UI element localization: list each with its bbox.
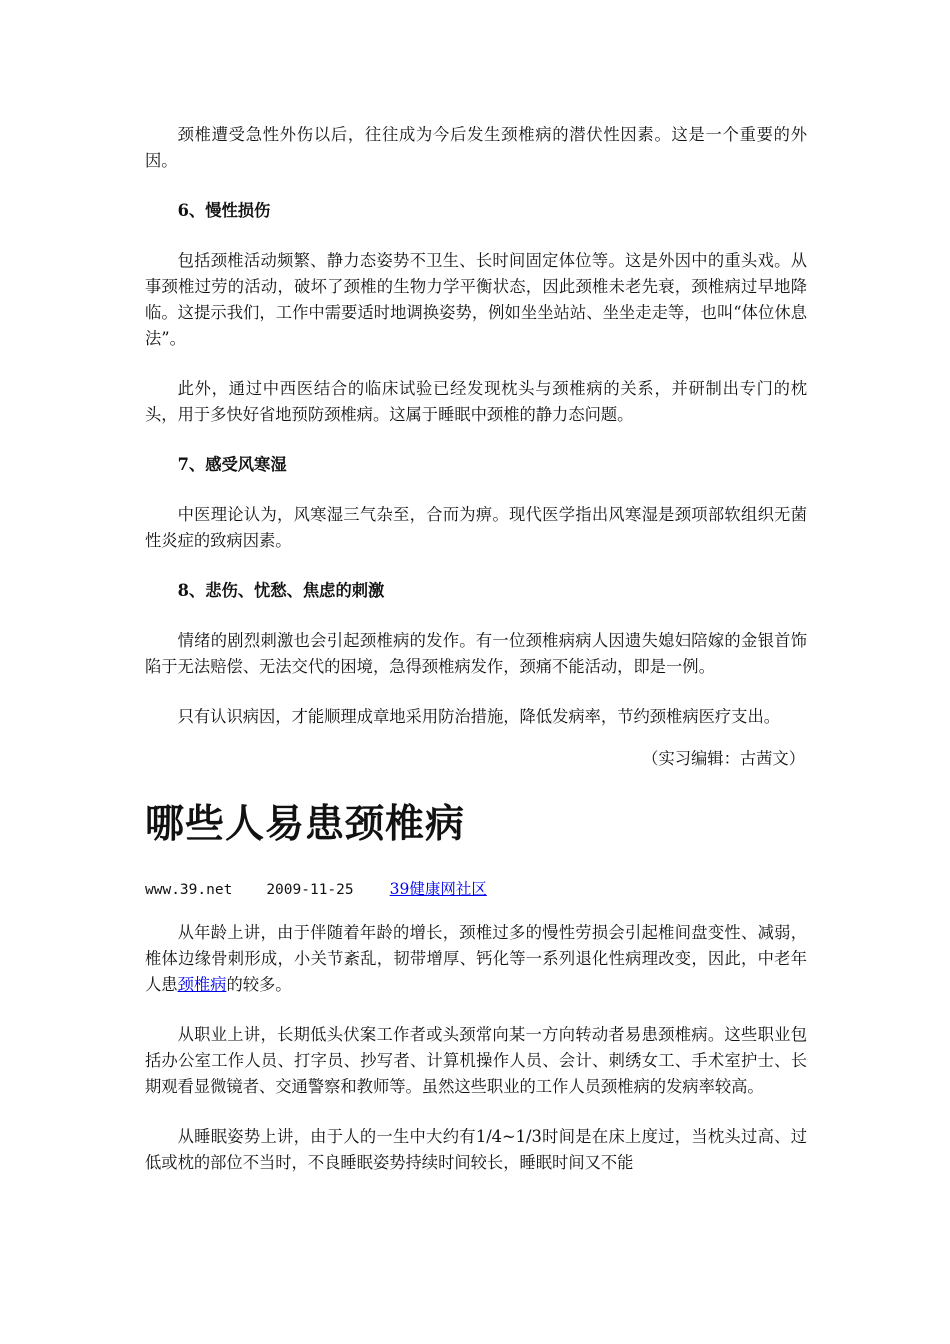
heading-emotional-stimulus: 8、悲伤、忧愁、焦虑的刺激: [177, 581, 385, 600]
article-meta: [145, 876, 807, 903]
editor-credit: （实习编辑：古茜文）: [642, 749, 805, 768]
article-title: 哪些人易患颈椎病: [145, 802, 466, 847]
heading-chronic-injury: 6、慢性损伤: [177, 201, 271, 220]
document-body: [145, 122, 807, 1176]
source-site: www.39.net: [145, 882, 233, 898]
publish-date: 2009-11-25: [266, 882, 354, 898]
paragraph-occupation: 从职业上讲，长期低头伏案工作者或头颈常向某一方向转动者易患颈椎病。这些职业包括办公室工作人员、打字员、抄写者、计算机操作人员、会计、刺绣女工、手术室护士、长期观看显微镜者、交通警察和教师等。虽然这些职业的工作人员颈椎病的发病率较高。: [145, 1025, 807, 1096]
heading-wind-cold-damp: 7、感受风寒湿: [177, 455, 287, 474]
paragraph-trauma: 颈椎遭受急性外伤以后，往往成为今后发生颈椎病的潜伏性因素。这是一个重要的外因。: [145, 125, 807, 170]
paragraph-wind-cold-damp: 中医理论认为，风寒湿三气杂至，合而为痹。现代医学指出风寒湿是颈项部软组织无菌性炎症的致病因素。: [145, 505, 807, 550]
cervical-spondylosis-link[interactable]: 颈椎病: [177, 975, 227, 994]
paragraph-emotional-stimulus: 情绪的剧烈刺激也会引起颈椎病的发作。有一位颈椎病病人因遗失媳妇陪嫁的金银首饰陷于无法赔偿、无法交代的困境，急得颈椎病发作，颈痛不能活动，即是一例。: [145, 631, 807, 676]
paragraph-conclusion: 只有认识病因，才能顺理成章地采用防治措施，降低发病率，节约颈椎病医疗支出。: [177, 707, 781, 726]
community-link[interactable]: 39健康网社区: [389, 880, 487, 898]
paragraph-pillow: 此外，通过中西医结合的临床试验已经发现枕头与颈椎病的关系，并研制出专门的枕头，用于多快好省地预防颈椎病。这属于睡眠中颈椎的静力态问题。: [145, 379, 807, 424]
paragraph-sleep-posture: 从睡眠姿势上讲，由于人的一生中大约有1/4~1/3时间是在床上度过，当枕头过高、过低或枕的部位不当时，不良睡眠姿势持续时间较长，睡眠时间又不能: [145, 1127, 807, 1172]
paragraph-age: 从年龄上讲，由于伴随着年龄的增长，颈椎过多的慢性劳损会引起椎间盘变性、减弱，椎体边缘骨刺形成，小关节紊乱，韧带增厚、钙化等一系列退化性病理改变，因此，中老年人患颈椎病的较多。: [145, 923, 807, 994]
paragraph-chronic-injury: 包括颈椎活动频繁、静力态姿势不卫生、长时间固定体位等。这是外因中的重头戏。从事颈椎过劳的活动，破坏了颈椎的生物力学平衡状态，因此颈椎未老先衰，颈椎病过早地降临。这提示我们，工作中需要适时地调换姿势，例如坐坐站站、坐坐走走等，也叫“体位休息法”。: [145, 251, 807, 348]
